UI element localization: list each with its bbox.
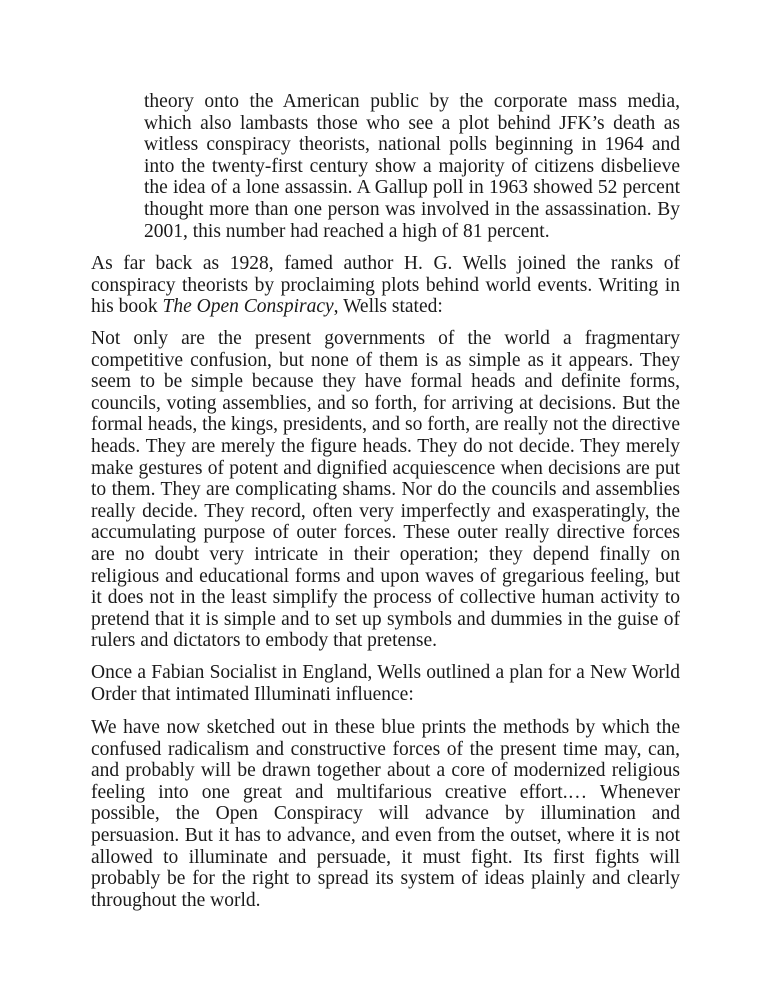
paragraph-wells-intro xyxy=(91,253,680,318)
block-quote-open-conspiracy: Not only are the present governments of the world a fragmentary competitive confusion, but none of them is as simple as it appears. They seem to be simple because they have formal heads and definite forms, councils, voting assemblies, and so forth, for arriving at decisions. But the formal heads, the kings, presidents, and so forth, are really not the directive heads. They are merely the figure heads. They do not decide. They merely make gestures of potent and dignified acquiescence when decisions are put to them. They are complicating shams. Nor do the councils and assemblies really decide. They record, often very imperfectly and exasperatingly, the accumulating purpose of outer forces. These outer really directive forces are no doubt very intricate in their operation; they depend finally on religious and educational forms and upon waves of gregarious feeling, but it does not in the least simplify the process of collective human activity to pretend that it is simple and to set up symbols and dummies in the guise of rulers and dictators to embody that pretense. xyxy=(91,328,680,652)
block-quote-continued: theory onto the American public by the corporate mass media, which also lambasts those who see a plot behind JFK’s death as witless conspiracy theorists, national polls beginning in 1964 and into the twenty-first century show a majority of citizens disbelieve the idea of a lone assassin. A Gallup poll in 1963 showed 52 percent thought more than one person was involved in the assassination. By 2001, this number had reached a high of 81 percent. xyxy=(144,91,680,242)
book-title: The Open Conspiracy xyxy=(162,296,334,318)
paragraph-wells-intro-text xyxy=(91,253,680,318)
paragraph-fabian-socialist xyxy=(91,662,680,705)
paragraph-fabian-socialist-text: Once a Fabian Socialist in England, Wells outlined a plan for a New World Order that intimated Illuminati influence: xyxy=(91,662,680,705)
paragraph-wells-intro-lead: As far back as 1928, famed author H. G. Wells joined the ranks of conspiracy theorists by proclaiming plots behind world events. Writing in his book xyxy=(91,253,680,318)
paragraph-wells-intro-tail: , Wells stated: xyxy=(333,296,443,318)
block-quote-blue-prints: We have now sketched out in these blue prints the methods by which the confused radicalism and constructive forces of the present time may, can, and probably will be drawn together about a core of modernized religious feeling into one great and multifarious creative effort.… Whenever possible, the Open Conspiracy will advance by illumination and persuasion. But it has to advance, and even from the outset, where it is not allowed to illuminate and persuade, it must fight. Its first fights will probably be for the right to spread its system of ideas plainly and clearly throughout the world. xyxy=(91,717,680,911)
